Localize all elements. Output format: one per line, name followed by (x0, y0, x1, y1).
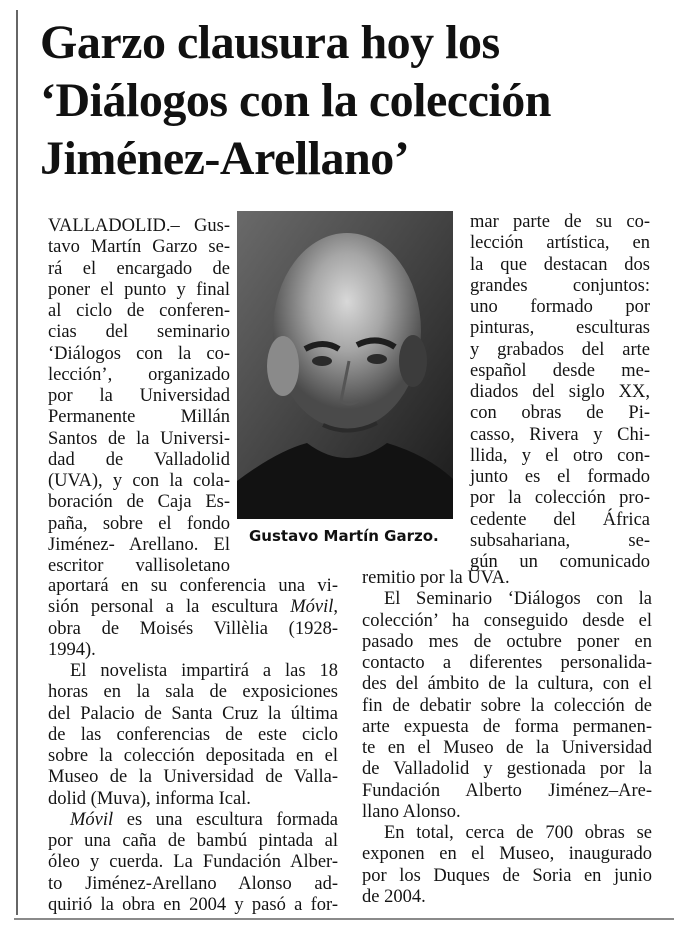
text-line: subsahariana, se- (470, 530, 650, 551)
text-line: obra de Moisés Villèlia (1928- (48, 618, 338, 639)
text-line: uno formado por (470, 297, 650, 317)
text-line: dad de Valladolid (48, 449, 230, 470)
text-line: horas en la sala de exposiciones (48, 682, 338, 703)
text-line: (UVA), y con la cola- (48, 471, 230, 491)
text-line: cias del seminario (48, 322, 230, 343)
text-line: español desde me- (470, 360, 650, 381)
text-line: diados del siglo XX, (470, 382, 650, 402)
text-line: En total, cerca de 700 obras se (384, 823, 652, 843)
text-line: VALLADOLID.– Gus- (48, 216, 230, 236)
text-line: junto es el formado (470, 467, 650, 487)
text-line: al ciclo de conferen- (48, 301, 230, 321)
column-3 (470, 212, 650, 573)
text-line: fin de debatir sobre la colección de (362, 695, 652, 716)
text-line: te en el Museo de la Universidad (362, 738, 652, 758)
portrait-photo (237, 211, 453, 519)
text-line: llida, y el otro con- (470, 445, 650, 466)
text-line: la que destacan dos (470, 254, 650, 275)
headline-line-3: Jiménez-Arellano’ (40, 132, 410, 185)
text-line: paña, sobre el fondo (48, 513, 230, 534)
text-line: por una caña de bambú pintada al (48, 831, 338, 851)
text-line: Jiménez- Arellano. El (48, 534, 230, 555)
text-line: mar parte de su co- (470, 212, 650, 232)
headline (40, 14, 660, 188)
text-line: cedente del África (470, 509, 650, 530)
text-line: grandes conjuntos: (470, 275, 650, 296)
headline-line-2: ‘Diálogos con la colección (40, 74, 551, 127)
column-3-lower (362, 568, 652, 908)
text-line: de Valladolid y gestionada por la (362, 759, 652, 780)
text-line: escritor vallisoletano (48, 556, 230, 576)
text-line (48, 810, 338, 831)
text-line: quirió la obra en 2004 y pasó a for- (48, 894, 338, 915)
text-line: de las conferencias de este ciclo (48, 724, 338, 745)
column-rule (16, 10, 18, 915)
text-line: arte expuesta de forma permanen- (362, 716, 652, 737)
text-line: aportará en su conferencia una vi- (48, 576, 338, 596)
text-line: exponen en el Museo, inaugurado (362, 844, 652, 865)
text-line: poner el punto y final (48, 279, 230, 300)
text-line: remitio por la UVA. (362, 568, 510, 588)
text-line: del Palacio de Santa Cruz la última (48, 703, 338, 724)
text-line: pinturas, esculturas (470, 318, 650, 339)
text-line (48, 597, 338, 618)
text-line: y grabados del arte (470, 339, 650, 360)
text-run: , (333, 597, 338, 618)
column-1 (48, 216, 230, 577)
text-line: llano Alonso. (362, 801, 461, 822)
text-line: Fundación Alberto Jiménez–Are- (362, 780, 652, 801)
text-line: pasado mes de octubre poner en (362, 631, 652, 652)
text-line: colección’ ha conseguido desde el (362, 610, 652, 631)
text-line: por la colección pro- (470, 488, 650, 509)
portrait-image (237, 211, 453, 519)
text-line: lección artística, en (470, 233, 650, 254)
bottom-rule (14, 918, 674, 920)
text-run: es una escultura formada (113, 809, 338, 830)
text-line: casso, Rivera y Chi- (470, 424, 650, 445)
artwork-title: Móvil (70, 809, 114, 830)
headline-line-1: Garzo clausura hoy los (40, 16, 500, 69)
text-line: lección’, organizado (48, 364, 230, 385)
text-line: El Seminario ‘Diálogos con la (384, 589, 652, 610)
text-line: Museo de la Universidad de Valla- (48, 767, 338, 788)
text-line: boración de Caja Es- (48, 492, 230, 513)
text-line: des del ámbito de la cultura, con el (362, 674, 652, 695)
text-line: sobre la colección depositada en el (48, 746, 338, 766)
photo-caption: Gustavo Martín Garzo. (249, 527, 439, 545)
text-line: dolid (Muva), informa Ical. (48, 788, 251, 809)
column-1-lower (48, 576, 338, 916)
text-line: tavo Martín Garzo se- (48, 237, 230, 258)
text-line: por la Universidad (48, 386, 230, 406)
text-line: Santos de la Universi- (48, 428, 230, 449)
text-line: ‘Diálogos con la co- (48, 343, 230, 364)
artwork-title: Móvil (290, 597, 334, 618)
text-line: contacto a diferentes personalida- (362, 653, 652, 673)
text-run: sión personal a la escultura (48, 597, 291, 618)
text-line: por los Duques de Soria en junio (362, 865, 652, 886)
text-line: to Jiménez-Arellano Alonso ad- (48, 873, 338, 894)
text-line: de 2004. (362, 886, 426, 907)
text-line: El novelista impartirá a las 18 (70, 661, 338, 681)
text-line: óleo y cuerda. La Fundación Alber- (48, 852, 338, 873)
text-line: rá el encargado de (48, 258, 230, 279)
text-line: Permanente Millán (48, 407, 230, 428)
text-line: 1994). (48, 639, 96, 660)
text-line: gún un comunicado (470, 552, 650, 572)
text-line: con obras de Pi- (470, 403, 650, 424)
